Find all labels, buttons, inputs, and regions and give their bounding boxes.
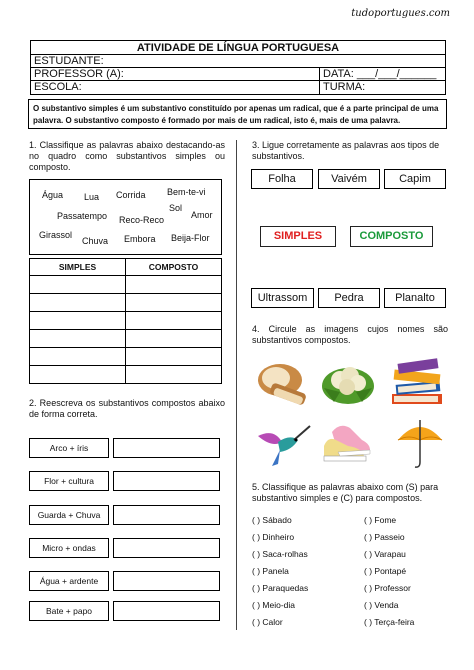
word-pedra[interactable]: Pedra xyxy=(318,288,380,308)
word: Passatempo xyxy=(57,211,108,221)
word: Água xyxy=(42,190,64,200)
word: Girassol xyxy=(39,230,73,240)
paren-box[interactable]: ( ) xyxy=(252,617,261,627)
classify-word: Pontapé xyxy=(374,566,407,576)
table-cell[interactable] xyxy=(30,294,126,312)
paren-box[interactable]: ( ) xyxy=(252,583,261,593)
answer-box[interactable] xyxy=(113,438,220,458)
rewrite-row xyxy=(29,505,220,525)
rewrite-row xyxy=(29,538,220,558)
rewrite-row xyxy=(29,471,220,491)
definition-box: O substantivo simples é um substantivo constituído por apenas um radical, que é a parte principal de uma palavra. O substantivo composto é formado por mais de um radical, isto é, mais de uma palavra. xyxy=(28,99,447,129)
answer-box[interactable] xyxy=(113,505,220,525)
word-box xyxy=(29,179,222,255)
paren-box[interactable]: ( ) xyxy=(364,515,373,525)
table-cell[interactable] xyxy=(30,348,126,366)
table-cell[interactable] xyxy=(30,366,126,384)
col-simples: SIMPLES xyxy=(30,259,126,276)
class-field[interactable]: TURMA: xyxy=(319,81,445,94)
table-cell[interactable] xyxy=(30,312,126,330)
paren-box[interactable]: ( ) xyxy=(364,566,373,576)
paren-box[interactable]: ( ) xyxy=(252,515,261,525)
word-capim[interactable]: Capim xyxy=(384,169,446,189)
paren-box[interactable]: ( ) xyxy=(364,617,373,627)
word: Embora xyxy=(124,234,156,244)
table-cell[interactable] xyxy=(126,294,222,312)
header-box xyxy=(30,40,446,95)
compound-parts: Micro + ondas xyxy=(29,538,109,558)
answer-box[interactable] xyxy=(113,571,220,591)
student-field[interactable]: ESTUDANTE: xyxy=(34,55,104,67)
classify-word: Meio-dia xyxy=(262,600,296,610)
books-icon[interactable] xyxy=(388,356,446,408)
bread-icon[interactable] xyxy=(252,358,308,408)
table-cell[interactable] xyxy=(126,348,222,366)
compound-parts: Água + ardente xyxy=(29,571,109,591)
classify-word: Professor xyxy=(374,583,411,593)
teacher-field[interactable]: PROFESSOR (A): xyxy=(34,68,124,80)
classify-word: Venda xyxy=(374,600,399,610)
date-field[interactable]: DATA: ___/___/______ xyxy=(319,68,445,80)
column-divider xyxy=(236,140,237,630)
paren-box[interactable]: ( ) xyxy=(364,583,373,593)
word: Chuva xyxy=(82,236,109,246)
classify-word: Varapau xyxy=(374,549,406,559)
classify-word: Calor xyxy=(262,617,283,627)
word: Sol xyxy=(169,203,183,213)
word: Corrida xyxy=(116,190,146,200)
word: Lua xyxy=(84,192,100,202)
school-field[interactable]: ESCOLA: xyxy=(34,81,82,93)
compound-parts: Flor + cultura xyxy=(29,471,109,491)
paren-box[interactable]: ( ) xyxy=(252,600,261,610)
hummingbird-icon[interactable] xyxy=(252,418,312,470)
rewrite-row xyxy=(29,438,220,458)
composto-label[interactable]: COMPOSTO xyxy=(350,226,433,247)
q2-text: 2. Reescreva os substantivos compostos abaixo de forma correta. xyxy=(29,398,225,419)
compound-parts: Bate + papo xyxy=(29,601,109,621)
classify-word: Panela xyxy=(262,566,289,576)
paren-box[interactable]: ( ) xyxy=(252,532,261,542)
page-title: ATIVIDADE DE LÍNGUA PORTUGUESA xyxy=(31,41,445,55)
compound-parts: Arco + íris xyxy=(29,438,109,458)
word: Amor xyxy=(191,210,213,220)
cauliflower-icon[interactable] xyxy=(320,358,376,408)
simple-compound-table xyxy=(29,258,222,384)
word-planalto[interactable]: Planalto xyxy=(384,288,446,308)
word: Beija-Flor xyxy=(171,233,210,243)
compound-parts: Guarda + Chuva xyxy=(29,505,109,525)
word: Bem-te-vi xyxy=(167,187,206,197)
site-name: tudoportugues.com xyxy=(351,8,450,19)
q3-text: 3. Ligue corretamente as palavras aos tipos de substantivos. xyxy=(252,140,440,161)
classify-word: Fome xyxy=(374,515,397,525)
word-ultrassom[interactable]: Ultrassom xyxy=(251,288,314,308)
word: Reco-Reco xyxy=(119,215,165,225)
sneakers-icon[interactable] xyxy=(318,416,376,472)
word-vaivem[interactable]: Vaivém xyxy=(318,169,380,189)
umbrella-icon[interactable] xyxy=(394,416,446,472)
paren-box[interactable]: ( ) xyxy=(364,549,373,559)
classify-word: Saca-rolhas xyxy=(262,549,308,559)
paren-box[interactable]: ( ) xyxy=(252,549,261,559)
answer-box[interactable] xyxy=(113,471,220,491)
table-cell[interactable] xyxy=(30,276,126,294)
paren-box[interactable]: ( ) xyxy=(252,566,261,576)
rewrite-row xyxy=(29,601,220,621)
classify-list xyxy=(252,514,448,634)
q1-text: 1. Classifique as palavras abaixo destacando-as no quadro como substantivos simples ou composto. xyxy=(29,140,225,172)
paren-box[interactable]: ( ) xyxy=(364,600,373,610)
paren-box[interactable]: ( ) xyxy=(364,532,373,542)
simples-label[interactable]: SIMPLES xyxy=(260,226,336,247)
classify-word: Terça-feira xyxy=(374,617,415,627)
word-folha[interactable]: Folha xyxy=(251,169,313,189)
table-cell[interactable] xyxy=(126,312,222,330)
answer-box[interactable] xyxy=(113,601,220,621)
table-cell[interactable] xyxy=(30,330,126,348)
table-cell[interactable] xyxy=(126,330,222,348)
q5-text: 5. Classifique as palavras abaixo com (S) para substantivo simples e (C) para compostos. xyxy=(252,482,439,503)
classify-word: Passeio xyxy=(374,532,405,542)
classify-word: Dinheiro xyxy=(262,532,295,542)
classify-word: Sábado xyxy=(262,515,292,525)
q4-text: 4. Circule as imagens cujos nomes são substantivos compostos. xyxy=(252,324,448,345)
table-cell[interactable] xyxy=(126,366,222,384)
rewrite-row xyxy=(29,571,220,591)
table-cell[interactable] xyxy=(126,276,222,294)
col-composto: COMPOSTO xyxy=(126,259,222,276)
answer-box[interactable] xyxy=(113,538,220,558)
classify-word: Paraquedas xyxy=(262,583,309,593)
